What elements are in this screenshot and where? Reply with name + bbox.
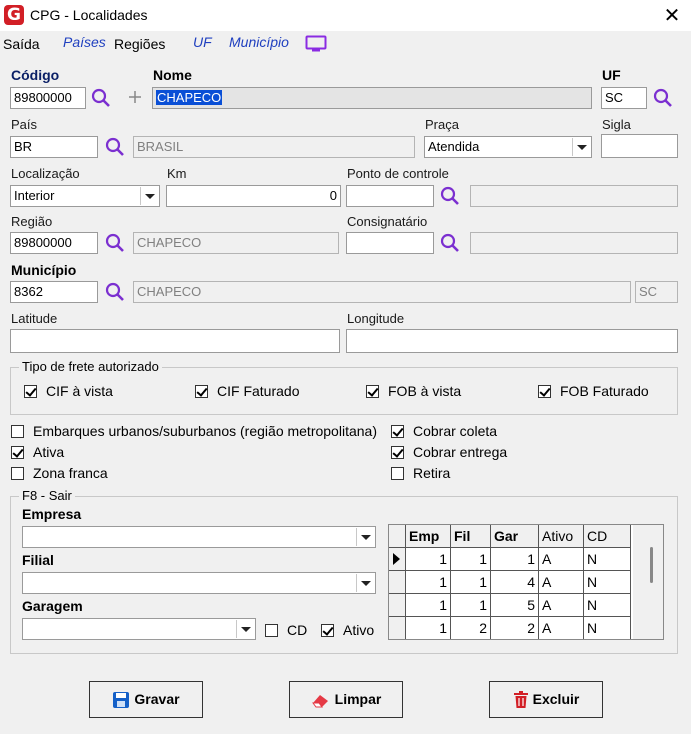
garagens-grid[interactable] [388,524,664,640]
localizacao-select[interactable] [10,185,160,207]
municipio-uf: SC [635,281,678,303]
table-cell[interactable]: 1 [451,571,491,594]
fob-vista-checkbox[interactable] [366,385,379,398]
nome-label: Nome [153,67,192,83]
localizacao-label: Localização [11,166,80,181]
menu-municipio[interactable]: Município [229,34,289,50]
ponto-controle-label: Ponto de controle [347,166,449,181]
table-cell[interactable]: 5 [491,594,539,617]
table-cell[interactable]: A [539,571,584,594]
longitude-input[interactable] [346,329,678,353]
table-cell[interactable]: A [539,594,584,617]
regiao-search-icon[interactable] [104,232,126,254]
cif-faturado-checkbox[interactable] [195,385,208,398]
regiao-label: Região [11,214,53,229]
chevron-down-icon[interactable] [140,187,158,205]
table-cell[interactable]: A [539,548,584,571]
table-cell[interactable]: 2 [491,617,539,640]
menu-bar [0,31,691,59]
table-cell[interactable]: 1 [451,548,491,571]
cobrar-entrega-checkbox[interactable] [391,446,404,459]
codigo-search-icon[interactable] [90,87,112,109]
municipio-search-icon[interactable] [104,281,126,303]
filial-select[interactable] [22,572,376,594]
row-header[interactable] [389,571,406,594]
sigla-label: Sigla [602,117,631,132]
cif-faturado-label: CIF Faturado [217,383,300,399]
ativa-label: Ativa [33,444,65,460]
latitude-input[interactable] [10,329,340,353]
ponto-controle-search-icon[interactable] [439,185,461,207]
municipio-label: Município [11,262,77,278]
uf-search-icon[interactable] [652,87,674,109]
cd-label: CD [287,622,308,638]
longitude-label: Longitude [347,311,405,326]
municipio-input[interactable]: 8362 [10,281,98,303]
table-cell[interactable]: 1 [406,617,451,640]
empresa-select[interactable] [22,526,376,548]
latitude-label: Latitude [11,311,58,326]
table-cell[interactable]: 1 [451,594,491,617]
consignatario-input[interactable] [346,232,434,254]
window-title: CPG - Localidades [30,7,148,23]
zona-franca-label: Zona franca [33,465,108,481]
ponto-controle-input[interactable] [346,185,434,207]
zona-franca-checkbox[interactable] [11,467,24,480]
ponto-controle-description [470,185,678,207]
gravar-label: Gravar [134,691,180,707]
grid-header-fil[interactable]: Fil [451,525,491,548]
fob-faturado-checkbox[interactable] [538,385,551,398]
sigla-input[interactable] [601,134,678,158]
menu-regioes[interactable]: Regiões [114,36,166,52]
cobrar-coleta-checkbox[interactable] [391,425,404,438]
save-icon [112,691,130,709]
table-cell[interactable]: N [584,617,631,640]
codigo-label: Código [11,67,60,83]
table-cell[interactable]: 1 [491,548,539,571]
nome-input[interactable] [152,87,592,109]
table-cell[interactable]: 1 [406,548,451,571]
praca-select[interactable] [424,136,592,158]
retira-label: Retira [413,465,451,481]
localizacao-value: Interior [14,188,55,203]
chevron-down-icon[interactable] [356,528,374,546]
km-input[interactable]: 0 [166,185,341,207]
close-icon[interactable]: ✕ [663,3,681,27]
codigo-input[interactable]: 89800000 [10,87,86,109]
embarques-label: Embarques urbanos/suburbanos (região metropolitana) [33,423,377,439]
municipio-description: CHAPECO [133,281,631,303]
row-indicator-icon[interactable] [389,548,406,571]
title-bar [0,0,691,31]
pais-search-icon[interactable] [104,136,126,158]
gravar-button[interactable] [89,681,203,718]
chevron-down-icon[interactable] [572,138,590,156]
move-icon[interactable] [128,90,142,107]
km-label: Km [167,166,187,181]
pais-description: BRASIL [133,136,415,158]
table-cell[interactable]: A [539,617,584,640]
praca-value: Atendida [428,139,480,154]
regiao-description: CHAPECO [133,232,339,254]
uf-input[interactable]: SC [601,87,647,109]
fob-vista-label: FOB à vista [388,383,462,399]
consignatario-label: Consignatário [347,214,428,229]
monitor-icon[interactable] [305,35,327,56]
pais-input[interactable]: BR [10,136,98,158]
trash-icon [513,691,529,709]
cobrar-entrega-label: Cobrar entrega [413,444,508,460]
limpar-label: Limpar [334,691,382,707]
ativo-checkbox[interactable] [321,624,334,637]
row-header[interactable] [389,594,406,617]
grid-header-emp[interactable]: Emp [406,525,451,548]
ativa-checkbox[interactable] [11,446,24,459]
garagem-label: Garagem [22,598,83,614]
regiao-input[interactable]: 89800000 [10,232,98,254]
consignatario-description [470,232,678,254]
scrollbar-thumb[interactable] [650,547,653,583]
nome-value: CHAPECO [157,90,222,105]
menu-paises[interactable]: Países [63,34,106,50]
grid-scrollbar[interactable] [633,525,663,639]
ativo-label: Ativo [343,622,375,638]
cobrar-coleta-label: Cobrar coleta [413,423,498,439]
menu-uf[interactable]: UF [193,34,212,50]
filial-label: Filial [22,552,54,568]
frete-legend: Tipo de frete autorizado [19,359,162,374]
cd-checkbox[interactable] [265,624,278,637]
fob-faturado-label: FOB Faturado [560,383,649,399]
cif-vista-label: CIF à vista [46,383,113,399]
chevron-down-icon[interactable] [356,574,374,592]
retira-checkbox[interactable] [391,467,404,480]
consignatario-search-icon[interactable] [439,232,461,254]
chevron-down-icon[interactable] [236,620,254,638]
app-logo-icon: G [4,5,24,25]
grid-corner [389,525,406,548]
grid-header-gar[interactable]: Gar [491,525,539,548]
table-cell[interactable]: 1 [406,571,451,594]
table-cell[interactable]: N [584,571,631,594]
table-cell[interactable]: 2 [451,617,491,640]
pais-label: País [11,117,38,132]
table-cell[interactable]: N [584,594,631,617]
praca-label: Praça [425,117,459,132]
excluir-label: Excluir [532,691,580,707]
table-cell[interactable]: 4 [491,571,539,594]
eraser-icon [311,692,331,708]
grid-header-cd[interactable]: CD [584,525,631,548]
menu-saida[interactable]: Saída [3,36,40,52]
table-cell[interactable]: N [584,548,631,571]
empresa-label: Empresa [22,506,82,522]
grid-header-ativo[interactable]: Ativo [539,525,584,548]
limpar-button[interactable] [289,681,403,718]
uf-label: UF [602,67,621,83]
f8-legend: F8 - Sair [19,488,75,503]
row-header[interactable] [389,617,406,640]
table-cell[interactable]: 1 [406,594,451,617]
cif-vista-checkbox[interactable] [24,385,37,398]
garagem-select[interactable] [22,618,256,640]
excluir-button[interactable] [489,681,603,718]
embarques-checkbox[interactable] [11,425,24,438]
